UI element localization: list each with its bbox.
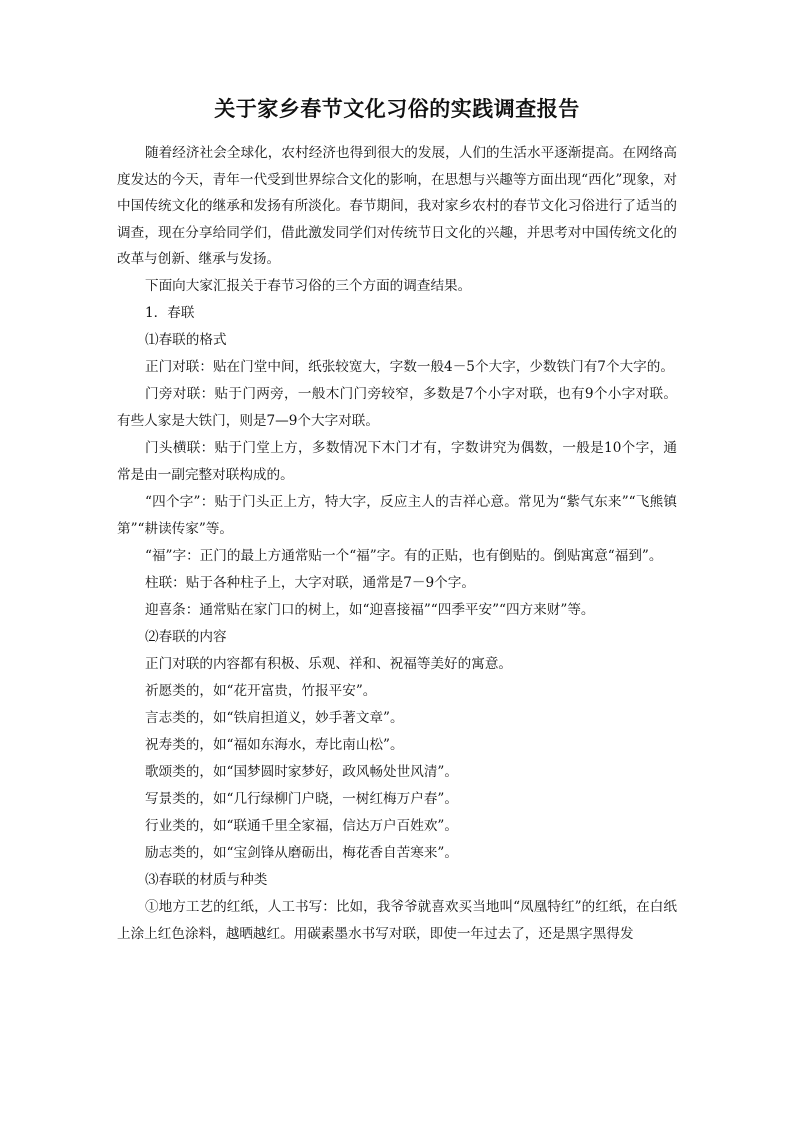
paragraph-fu-character: “福”字：正门的最上方通常贴一个“福”字。有的正贴，也有倒贴的。倒贴寓意“福到”。 <box>145 547 663 564</box>
list-item-longevity: 祝寿类的，如“福如东海水，寿比南山松”。 <box>145 736 404 753</box>
paragraph-four-characters: “四个字”：贴于门头正上方，特大字，反应主人的吉祥心意。常见为“紫气东来”“飞熊镇第”“耕读传家”等。 <box>117 493 677 537</box>
section-heading-couplets: 1．春联 <box>145 304 195 321</box>
paragraph-side-door: 门旁对联：贴于门两旁，一般木门门旁较窄，多数是7个小字对联，也有9个小字对联。有些人家是大铁门，则是7—9个大字对联。 <box>117 385 677 429</box>
document-title: 关于家乡春节文化习俗的实践调查报告 <box>214 96 580 121</box>
list-item-praise: 歌颂类的，如“国梦圆时家梦好，政风畅处世风清”。 <box>145 763 458 780</box>
list-item-inspiration: 励志类的，如“宝剑锋从磨砺出，梅花香自苦寒来”。 <box>145 844 458 861</box>
list-item-ambition: 言志类的，如“铁肩担道义，妙手著文章”。 <box>145 709 404 726</box>
list-item-industry: 行业类的，如“联通千里全家福，信达万户百姓欢”。 <box>145 817 458 834</box>
document-body <box>117 140 677 948</box>
subheading-content: ⑵春联的内容 <box>145 628 227 645</box>
paragraph-intro: 随着经济社会全球化，农村经济也得到很大的发展，人们的生活水平逐渐提高。在网络高度发达的今天，青年一代受到世界综合文化的影响，在思想与兴趣等方面出现“西化”现象，对中国传统文化的继承和发扬有所淡化。春节期间，我对家乡农村的春节文化习俗进行了适当的调查，现在分享给同学们，借此激发同学们对传统节日文化的兴趣，并思考对中国传统文化的改革与创新、继承与发扬。 <box>117 145 677 267</box>
paragraph-material-red-paper: ①地方工艺的红纸，人工书写：比如，我爷爷就喜欢买当地叫“凤凰特红”的红纸，在白纸上涂上红色涂料，越晒越红。用碳素墨水书写对联，即使一年过去了，还是黑字黑得发 <box>117 898 677 942</box>
paragraph-summary: 下面向大家汇报关于春节习俗的三个方面的调查结果。 <box>145 277 472 294</box>
list-item-wish: 祈愿类的，如“花开富贵，竹报平安”。 <box>145 682 377 699</box>
paragraph-content-meaning: 正门对联的内容都有积极、乐观、祥和、祝福等美好的寓意。 <box>145 655 513 672</box>
paragraph-door-top: 门头横联：贴于门堂上方，多数情况下木门才有，字数讲究为偶数，一般是10个字，通常是由一副完整对联构成的。 <box>117 439 677 483</box>
paragraph-welcome-strip: 迎喜条：通常贴在家门口的树上，如“迎喜接福”“四季平安”“四方来财”等。 <box>145 601 595 618</box>
list-item-scenery: 写景类的，如“几行绿柳门户晓，一树红梅万户春”。 <box>145 790 458 807</box>
paragraph-pillar: 柱联：贴于各种柱子上，大字对联，通常是7－9个字。 <box>145 574 475 591</box>
paragraph-main-door: 正门对联：贴在门堂中间，纸张较宽大，字数一般4－5个大字，少数铁门有7个大字的。 <box>145 358 674 375</box>
subheading-material: ⑶春联的材质与种类 <box>145 871 268 888</box>
subheading-format: ⑴春联的格式 <box>145 331 227 348</box>
